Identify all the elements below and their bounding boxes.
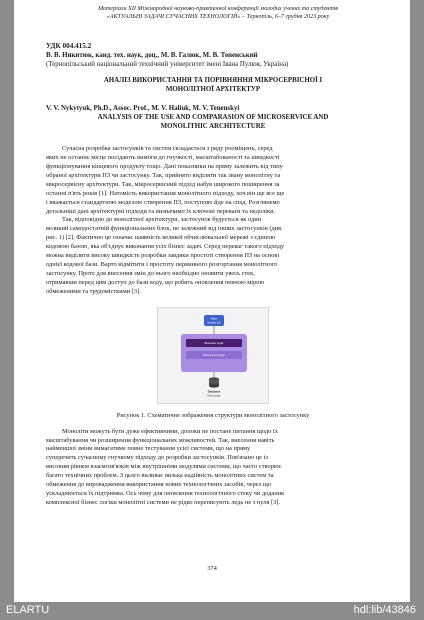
- text-line: можна виділити високу швидкість розробки завдяки простоті створення ПЗ на основі: [46, 252, 280, 260]
- text-line: детальніші дані архітектурні підходи та визначимо їх ключові переваги та недоліки.: [46, 207, 276, 215]
- text-line: Моноліти можуть бути дуже ефективними, допоки не постане питання щодо їх: [62, 427, 278, 435]
- data-access-label: Data access layer: [202, 352, 226, 357]
- text-line: обраної архітектури ПЗ чи застосунку. Так, прийнято виділяти так звану монолітну та: [46, 171, 281, 179]
- document-page: [14, 0, 410, 602]
- paragraph-1: [46, 145, 380, 216]
- text-line: ускладнюється їх підтримка. Ось чому для оновлення технологічного стеку чи додання: [46, 489, 284, 497]
- text-line: багато технічних проблем. З цього виливає низька надійність монолітних систем та: [46, 472, 274, 480]
- conference-header: [46, 6, 380, 21]
- monolith-architecture-figure: [157, 307, 269, 404]
- footer-repository-name: ELARTU: [6, 604, 50, 616]
- text-line: великий самодостатній функціональних блок, не залежний від інших застосунків (див.: [46, 225, 283, 233]
- text-line: високим рівнем взаємозв'язків між внутрішніми модулями системи, що часто створює: [46, 463, 282, 471]
- affiliation: (Тернопільський національний технічний університет імені Івана Пулюя, Україна): [46, 61, 289, 69]
- architecture-diagram: [158, 308, 268, 403]
- text-line: яких не останнє місце посідають вимоги до гнучкості, масштабованості та швидкості: [46, 154, 280, 162]
- text-line: Так, відповідно до монолітної архітектури, застосунок будується як один: [62, 216, 262, 224]
- footer-handle-link[interactable]: hdl:lib/43846: [353, 604, 416, 616]
- text-line: однієї кодової бази. Варто відмітити і простоту первинного розгортання монолітного: [46, 260, 278, 268]
- text-line: обмеженими та трудомісткими [3].: [46, 287, 141, 295]
- text-line: застосунку. Проте для внесення змін до нього необхідно оновити увесь стек,: [46, 269, 255, 277]
- database-icon: [209, 377, 219, 387]
- text-line: найменшої зміни вимагатиме повне тестування усієї системи, що на пряму: [46, 445, 251, 453]
- page-number: 374: [207, 565, 217, 572]
- text-line: обмеження до впровадження використання нових технологічних засобів, через що: [46, 481, 271, 489]
- text-line: рис. 1) [2]. Фактично це означає наявність великої обчислювальної мережі з єдиною: [46, 234, 276, 242]
- user-sublabel: Interface (UI): [207, 322, 221, 325]
- authors-en: V. V. Nykytyuk, Ph.D., Assoc. Prof., M. V. Haliuk, M. V. Tenenskyi: [46, 105, 240, 113]
- text-line: масштабування чи розширення функціональних можливостей. Так, внесення навіть: [46, 436, 275, 444]
- authors-ua: В. В. Никитюк, канд. тех. наук, доц., М. В. Галюк, М. В. Тененський: [46, 52, 258, 60]
- header-line-2: «АКТУАЛЬНІ ЗАДАЧІ СУЧАСНИХ ТЕХНОЛОГІЙ» – Тернопіль, 6–7 грудня 2023 року: [106, 13, 330, 20]
- paragraph-3: [46, 428, 380, 508]
- title-en: [46, 113, 380, 131]
- body-text: [46, 428, 380, 508]
- text-line: і вважається стандартною моделлю створення ПЗ, поступово йде на спад. Розглянемо: [46, 198, 280, 206]
- paragraph-2: [46, 216, 380, 296]
- header-line-1: Матеріали ХІІ Міжнародної науково-практичної конференції молодих учених та студентів: [97, 6, 339, 12]
- business-logic-label: Business Logic: [204, 340, 224, 345]
- text-line: функціонування кінцевого продукту тощо. Дані показники на пряму залежить від типу: [46, 163, 283, 170]
- text-line: мікросервісну архітектури. Так, мікросервісний підхід набув широкого поширення за: [46, 180, 280, 188]
- udk-code: УДК 004.415.2: [46, 42, 92, 51]
- title-en-line: ANALYSIS OF THE USE AND COMPARASION OF MICROSERVICE AND: [97, 114, 329, 122]
- body-text: [46, 145, 380, 296]
- title-ua: [46, 76, 380, 94]
- text-line: Сучасна розробка застосунків та систем складається з ряду рооміщень, серед: [62, 145, 273, 153]
- title-ua-line: АНАЛІЗ ВИКОРИСТАННЯ ТА ПОРІВНЯННЯ МІКРОСЕРВІСНОЇ І: [103, 77, 323, 85]
- text-line: кодовою базою, яка об'єднує виконання усіх бізнес задач. Серед переваг такого підходу: [46, 243, 285, 251]
- title-en-line: MONOLITHIC ARCHITECTURE: [160, 123, 266, 131]
- text-line: отримавши перед цим доступ до бази коду, що робить оновлення певною мірою: [46, 278, 265, 286]
- text-line: останні п'ять років [1]. Натомість використання монолітного підходу, хоч він ще все ще: [46, 189, 285, 197]
- text-line: комплексної бізнес логіки монолітні системи не рідко переписують ледь не з нуля [3].: [46, 498, 281, 506]
- title-ua-line: МОНОЛІТНОЇ АРХІТЕКТУР: [165, 86, 261, 94]
- text-line: суперечить сучасному гнучкому підходу до розробки застосунків. Пов'язано це із: [46, 454, 268, 462]
- figure-caption: Рисунок 1. Схематичне зображення структури монолітного застосунку: [116, 411, 310, 419]
- user-label: User: [211, 317, 217, 321]
- database-label: Database: [207, 389, 221, 394]
- database-sublabel: Data storage: [207, 395, 221, 398]
